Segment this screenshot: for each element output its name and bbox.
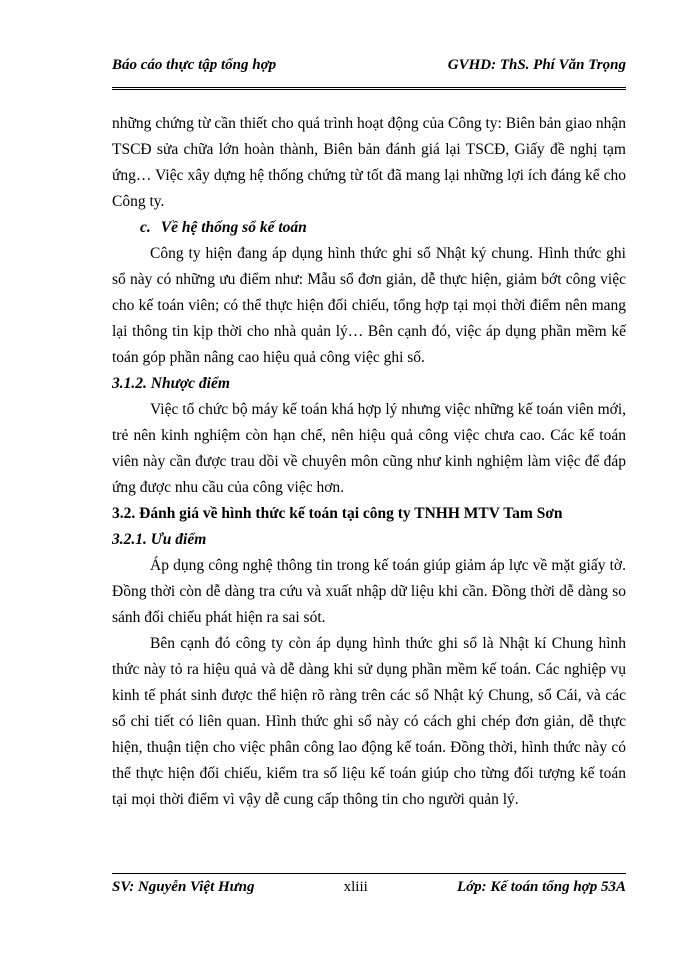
footer-divider (112, 873, 626, 874)
paragraph-weaknesses: Việc tổ chức bộ máy kế toán khá hợp lý nhưng việc những kế toán viên mới, trẻ nên kinh nghiệm còn hạn chế, nên hiệu quả công việc chưa cao. Các kế toán viên này cần được trau dồi về chuyên môn cũng như kinh nghiệm làm việc để đáp ứng được nhu cầu của công việc hơn. (112, 401, 626, 496)
page-footer (112, 879, 626, 896)
section-heading-3-2: 3.2. Đánh giá về hình thức kế toán tại công ty TNHH MTV Tam Sơn (112, 505, 563, 522)
section-heading-3-2-1: 3.2.1. Ưu điểm (112, 531, 207, 548)
paragraph-general-journal: Công ty hiện đang áp dụng hình thức ghi sổ Nhật ký chung. Hình thức ghi sổ này có những ưu điểm như: Mẫu sổ đơn giản, dễ thực hiện, giảm bớt công việc cho kế toán viên; có thể thực hiện đối chiếu, tổng hợp tại mọi thời điểm nên mang lại thông tin kịp thời cho nhà quản lý… Bên cạnh đó, việc áp dụng phần mềm kế toán góp phần nâng cao hiệu quả công việc ghi sổ. (112, 245, 626, 366)
header-divider (112, 87, 626, 90)
paragraph-documents: những chứng từ cần thiết cho quá trình hoạt động của Công ty: Biên bản giao nhận TSCĐ sửa chữa lớn hoàn thành, Biên bản đánh giá lại TSCĐ, Giấy đề nghị tạm ứng… Việc xây dựng hệ thống chứng từ tốt đã mang lại những lợi ích đáng kể cho Công ty. (112, 115, 626, 210)
header-supervisor: GVHD: ThS. Phí Văn Trọng (447, 57, 626, 73)
paragraph-journal-form: Bên cạnh đó công ty còn áp dụng hình thức ghi sổ là Nhật kí Chung hình thức này tỏ ra hiệu quả và dễ dàng khi sử dụng phần mềm kế toán. Các nghiệp vụ kinh tế phát sinh được thể hiện rõ ràng trên các sổ Nhật ký Chung, sổ Cái, và các sổ chi tiết có liên quan. Hình thức ghi sổ này có cách ghi chép đơn giản, dễ thực hiện, thuận tiện cho việc phân công lao động kế toán. Đồng thời, hình thức này có thể thực hiện đối chiếu, kiểm tra số liệu kế toán giúp cho từng đối tượng kế toán tại mọi thời điểm vì vậy dễ cung cấp thông tin cho người quản lý. (112, 635, 626, 808)
subheading-text: Về hệ thống sổ kế toán (160, 219, 307, 236)
section-heading-3-1-2: 3.1.2. Nhược điểm (112, 375, 230, 392)
footer-class: Lớp: Kế toán tổng hợp 53A (456, 879, 626, 895)
page-number: xliii (343, 879, 368, 895)
header-report-title: Báo cáo thực tập tổng hợp (112, 57, 277, 73)
footer-student: SV: Nguyễn Việt Hưng (112, 879, 255, 895)
paragraph-it-application: Áp dụng công nghệ thông tin trong kế toán giúp giảm áp lực về mặt giấy tờ. Đồng thời còn dễ dàng tra cứu và xuất nhập dữ liệu khi cần. Đồng thời dễ dàng so sánh đối chiếu phát hiện ra sai sót. (112, 557, 626, 626)
page-header (112, 57, 626, 74)
subheading-accounting-books (112, 215, 626, 241)
page-body (112, 111, 626, 813)
subheading-marker: c. (140, 219, 151, 236)
